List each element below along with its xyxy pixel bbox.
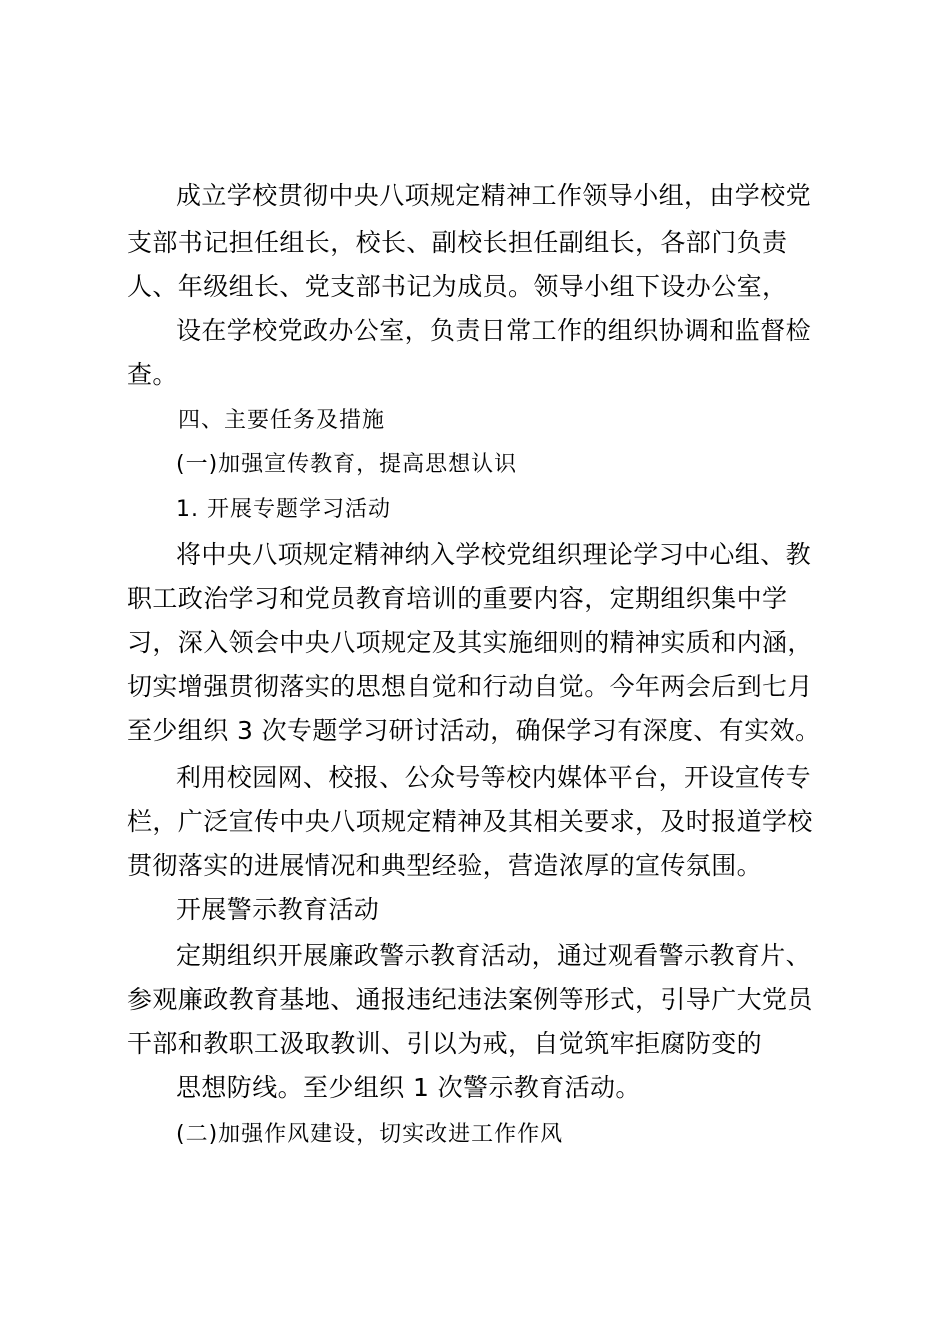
paragraph-line: 思想防线。至少组织 1 次警示教育活动。	[176, 1073, 641, 1102]
paragraph-line: 参观廉政教育基地、通报违纪违法案例等形式，引导广大党员	[127, 985, 813, 1014]
paragraph-line: 职工政治学习和党员教育培训的重要内容，定期组织集中学	[127, 584, 788, 613]
paragraph-line: 利用校园网、校报、公众号等校内媒体平台，开设宣传专	[176, 763, 812, 792]
subsection-heading: (二)加强作风建设，切实改进工作作风	[176, 1122, 564, 1147]
subsection-heading: (一)加强宣传教育，提高思想认识	[176, 452, 518, 477]
paragraph-line: 至少组织 3 次专题学习研讨活动，确保学习有深度、有实效。	[127, 716, 821, 745]
paragraph-line: 贯彻落实的进展情况和典型经验，营造浓厚的宣传氛围。	[127, 851, 763, 880]
paragraph-line: 干部和教职工汲取教训、引以为戒，自觉筑牢拒腐防变的	[127, 1029, 763, 1058]
paragraph-line: 成立学校贯彻中央八项规定精神工作领导小组，由学校党	[176, 181, 812, 210]
paragraph-line: 查。	[127, 360, 178, 389]
item-heading: 开展警示教育活动	[176, 895, 380, 924]
section-heading: 四、主要任务及措施	[178, 408, 386, 433]
paragraph-line: 定期组织开展廉政警示教育活动，通过观看警示教育片、	[176, 941, 812, 970]
paragraph-line: 人、年级组长、党支部书记为成员。领导小组下设办公室，	[127, 272, 788, 301]
paragraph-line: 支部书记担任组长，校长、副校长担任副组长，各部门负责	[127, 228, 788, 257]
item-heading: 1. 开展专题学习活动	[176, 497, 391, 522]
paragraph-line: 栏，广泛宣传中央八项规定精神及其相关要求，及时报道学校	[127, 807, 813, 836]
paragraph-line: 将中央八项规定精神纳入学校党组织理论学习中心组、教	[176, 540, 812, 569]
paragraph-line: 设在学校党政办公室，负责日常工作的组织协调和监督检	[176, 316, 812, 345]
paragraph-line: 切实增强贯彻落实的思想自觉和行动自觉。今年两会后到七月	[127, 672, 813, 701]
paragraph-line: 习，深入领会中央八项规定及其实施细则的精神实质和内涵，	[127, 628, 813, 657]
